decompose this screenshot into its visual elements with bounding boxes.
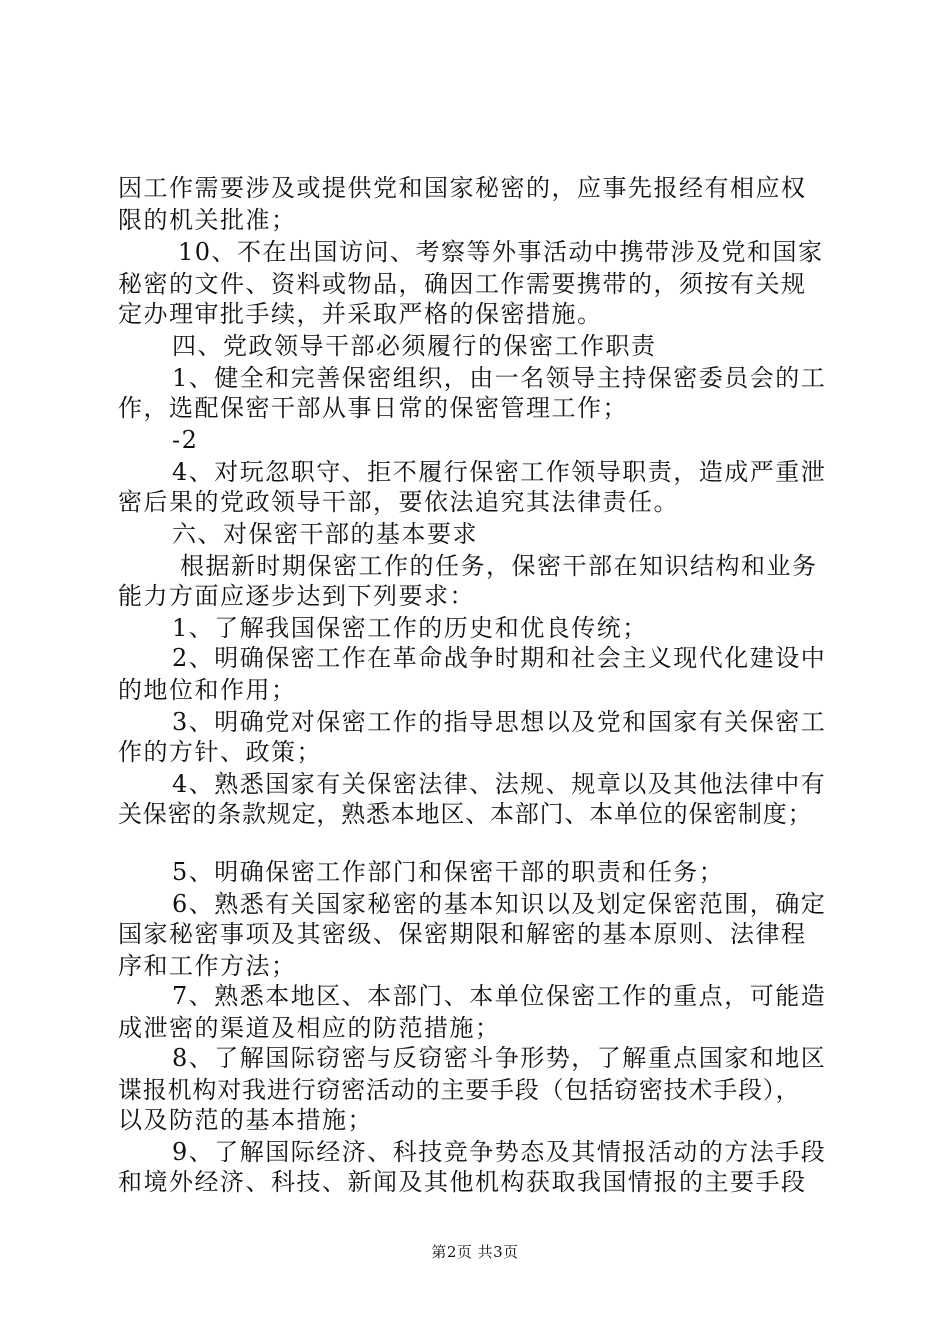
list-item: 2、明确保密工作在革命战争时期和社会主义现代化建设中 [172,644,827,672]
body-line: 谍报机构对我进行窃密活动的主要手段（包括窃密技术手段）， [118,1076,801,1104]
body-line: 限的机关批准； [118,206,297,234]
body-line: 以及防范的基本措施； [118,1106,373,1134]
body-line: 作的方针、政策； [118,738,322,766]
list-item: 4、熟悉国家有关保密法律、法规、规章以及其他法律中有 [172,770,827,798]
body-line: 4、对玩忽职守、拒不履行保密工作领导职责，造成严重泄 [172,458,827,486]
body-line: 根据新时期保密工作的任务，保密干部在知识结构和业务 [180,552,818,580]
body-line: 定办理审批手续，并采取严格的保密措施。 [118,300,603,328]
list-item: 9、了解国际经济、科技竞争势态及其情报活动的方法手段 [172,1138,827,1166]
body-line: 成泄密的渠道及相应的防范措施； [118,1014,501,1042]
list-item: 8、了解国际窃密与反窃密斗争形势，了解重点国家和地区 [172,1044,827,1072]
list-item: 1、了解我国保密工作的历史和优良传统； [172,614,648,642]
list-item: 3、明确党对保密工作的指导思想以及党和国家有关保密工 [172,708,827,736]
body-line: 国家秘密事项及其密级、保密期限和解密的基本原则、法律程 [118,920,807,948]
body-line: 密后果的党政领导干部，要依法追究其法律责任。 [118,488,679,516]
body-line: 作，选配保密干部从事日常的保密管理工作； [118,394,628,422]
section-heading: 六、对保密干部的基本要求 [172,520,478,548]
body-line: 序和工作方法； [118,952,297,980]
body-line: 关保密的条款规定，熟悉本地区、本部门、本单位的保密制度； [118,800,813,828]
page-marker: -2 [172,426,199,454]
section-heading: 四、党政领导干部必须履行的保密工作职责 [172,332,657,360]
body-line: 10、不在出国访问、考察等外事活动中携带涉及党和国家 [178,238,824,266]
list-item: 6、熟悉有关国家秘密的基本知识以及划定保密范围，确定 [172,890,827,918]
list-item: 7、熟悉本地区、本部门、本单位保密工作的重点，可能造 [172,982,827,1010]
page-number-footer: 第2页 共3页 [431,1243,519,1261]
body-line: 因工作需要涉及或提供党和国家秘密的，应事先报经有相应权 [118,174,807,202]
body-line: 的地位和作用； [118,676,297,704]
body-line: 1、健全和完善保密组织，由一名领导主持保密委员会的工 [172,364,827,392]
body-line: 秘密的文件、资料或物品，确因工作需要携带的，须按有关规 [118,270,807,298]
body-line: 和境外经济、科技、新闻及其他机构获取我国情报的主要手段 [118,1168,807,1196]
body-line: 能力方面应逐步达到下列要求： [118,582,475,610]
list-item: 5、明确保密工作部门和保密干部的职责和任务； [172,858,725,886]
